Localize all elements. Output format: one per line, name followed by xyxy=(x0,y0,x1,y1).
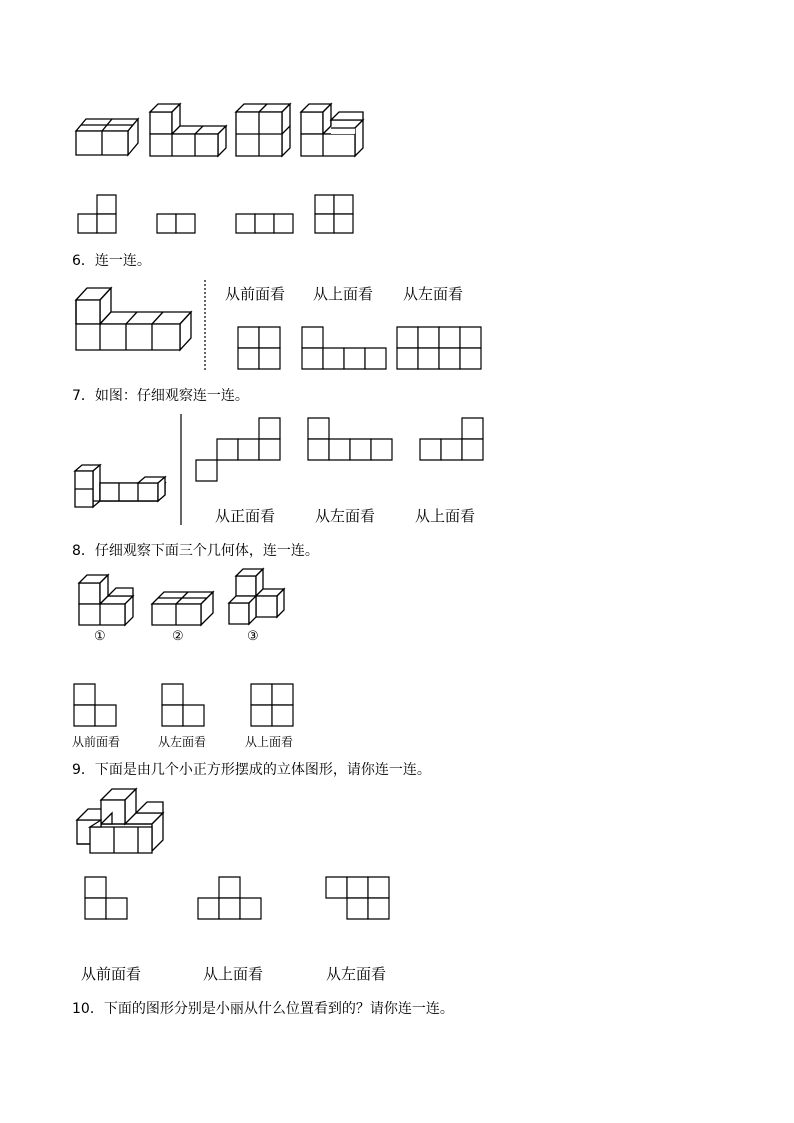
q9-label-front: 从前面看 xyxy=(81,965,142,983)
q9-view-2 xyxy=(198,877,261,919)
q7-view-3 xyxy=(420,418,483,460)
view-top-4 xyxy=(315,195,353,233)
q7-label-top: 从上面看 xyxy=(415,507,476,525)
q7-solid xyxy=(75,465,165,507)
q8-number-1: ① xyxy=(94,629,106,644)
q9-view-1 xyxy=(85,877,127,919)
q6-label-top: 从上面看 xyxy=(313,285,374,303)
q8-number-2: ② xyxy=(172,629,184,644)
q8-label-left: 从左面看 xyxy=(158,735,207,749)
q10-title: 10．下面的图形分别是小丽从什么位置看到的？请你连一连。 xyxy=(72,1001,454,1017)
view-top-1 xyxy=(78,195,116,233)
q8-label-front: 从前面看 xyxy=(72,735,121,749)
view-top-2 xyxy=(157,214,195,233)
q6-title: 6．连一连。 xyxy=(72,253,151,269)
q7-title: 7．如图：仔细观察连一连。 xyxy=(72,388,249,404)
q9-label-left: 从左面看 xyxy=(326,965,387,983)
q7-view-1 xyxy=(196,418,280,481)
solid-top-3 xyxy=(236,104,290,156)
q6-solid xyxy=(76,288,191,350)
q8-label-top: 从上面看 xyxy=(245,735,294,749)
q8-solid-3 xyxy=(229,569,284,624)
q8-solid-1 xyxy=(79,575,133,625)
q8-title: 8．仔细观察下面三个几何体，连一连。 xyxy=(72,543,319,559)
q6-view-3 xyxy=(397,327,481,369)
q6-view-2 xyxy=(302,327,386,369)
q9-view-3 xyxy=(326,877,389,919)
solid-top-2 xyxy=(150,104,226,156)
q6-label-front: 从前面看 xyxy=(225,285,286,303)
q9-label-top: 从上面看 xyxy=(203,965,264,983)
q7-label-left: 从左面看 xyxy=(315,507,376,525)
q8-view-2 xyxy=(162,684,204,726)
q8-view-3 xyxy=(251,684,293,726)
view-top-3 xyxy=(236,214,293,233)
solid-top-4 xyxy=(301,104,363,156)
q9-solid xyxy=(77,789,163,853)
q8-solid-2 xyxy=(152,592,213,625)
q7-view-2 xyxy=(308,418,392,460)
q9-title: 9．下面是由几个小正方形摆成的立体图形，请你连一连。 xyxy=(72,762,431,778)
q8-view-1 xyxy=(74,684,116,726)
q8-number-3: ③ xyxy=(247,629,259,644)
solid-top-1 xyxy=(76,119,138,155)
q7-label-front: 从正面看 xyxy=(215,507,276,525)
q6-view-1 xyxy=(238,327,280,369)
q6-label-left: 从左面看 xyxy=(403,285,464,303)
